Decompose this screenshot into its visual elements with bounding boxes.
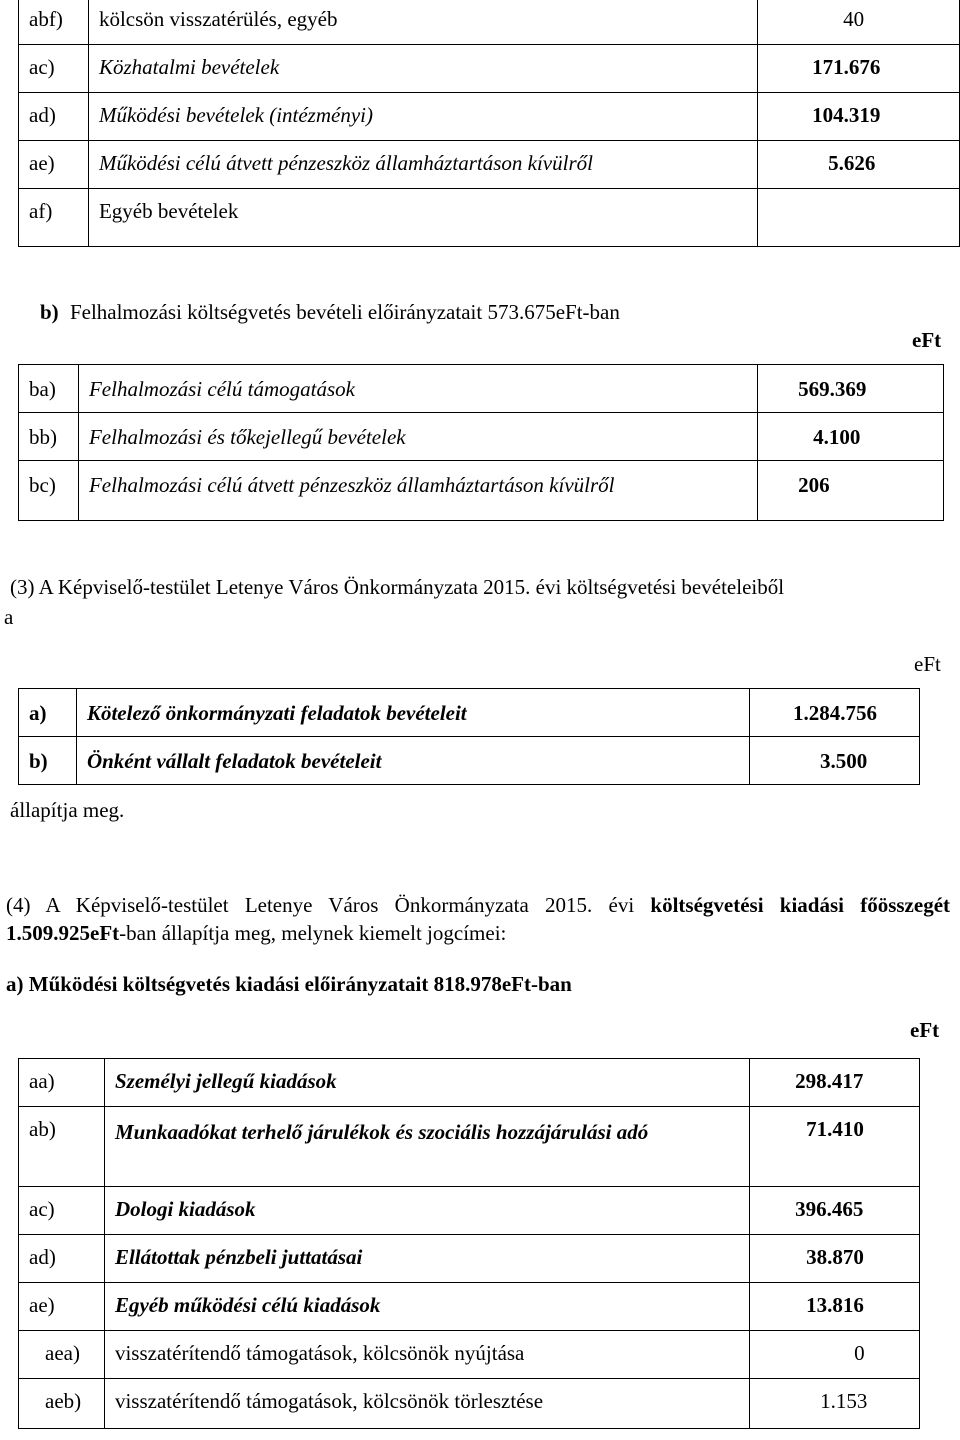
- table-row: [19, 365, 944, 413]
- row-value: 71.410: [750, 1107, 920, 1187]
- unit-label-2: eFt: [914, 652, 941, 676]
- row-label: visszatérítendő támogatások, kölcsönök törlesztése: [104, 1379, 749, 1429]
- row-code: af): [19, 189, 89, 247]
- paragraph-4-part-1: (4) A Képviselő-testület Letenye Város Önkormányzata 2015. évi: [6, 893, 651, 917]
- row-label: kölcsön visszatérülés, egyéb: [88, 0, 757, 45]
- row-code: ac): [19, 45, 89, 93]
- table-row: [19, 141, 960, 189]
- paragraph-4-part-3: -ban állapítja meg, melynek kiemelt jogcímei:: [119, 921, 507, 945]
- operating-expense-table: [18, 1058, 920, 1429]
- row-code: bb): [19, 413, 79, 461]
- row-label: Kötelező önkormányzati feladatok bevételeit: [76, 689, 749, 737]
- row-value: 38.870: [750, 1235, 920, 1283]
- unit-label-3: eFt: [910, 1018, 940, 1042]
- table-row: [19, 461, 944, 521]
- paragraph-4: [6, 891, 950, 947]
- table-row: [19, 93, 960, 141]
- row-label: Dologi kiadások: [104, 1187, 749, 1235]
- row-value: 298.417: [750, 1059, 920, 1107]
- table-row: [19, 1235, 920, 1283]
- table-row: [19, 1107, 920, 1187]
- row-label: Ellátottak pénzbeli juttatásai: [104, 1235, 749, 1283]
- capital-income-table: [18, 364, 944, 521]
- table-row: [19, 1379, 920, 1429]
- table-row: [19, 1187, 920, 1235]
- section-b-heading: [40, 298, 620, 326]
- row-code: ab): [19, 1107, 105, 1187]
- row-label: Felhalmozási és tőkejellegű bevételek: [78, 413, 757, 461]
- row-code: ad): [19, 93, 89, 141]
- row-code: ac): [19, 1187, 105, 1235]
- task-income-table: [18, 688, 920, 785]
- row-label: Működési célú átvett pénzeszköz államháztartáson kívülről: [88, 141, 757, 189]
- row-label: Működési bevételek (intézményi): [88, 93, 757, 141]
- row-value: 396.465: [750, 1187, 920, 1235]
- row-code: ba): [19, 365, 79, 413]
- table-row: [19, 737, 920, 785]
- row-code: b): [19, 737, 77, 785]
- row-value: 1.153: [750, 1379, 920, 1429]
- row-label: Felhalmozási célú átvett pénzeszköz államháztartáson kívülről: [78, 461, 757, 521]
- row-value: 1.284.756: [750, 689, 920, 737]
- row-value: 171.676: [758, 45, 960, 93]
- row-label: Közhatalmi bevételek: [88, 45, 757, 93]
- table-row: [19, 45, 960, 93]
- row-label: Egyéb működési célú kiadások: [104, 1283, 749, 1331]
- section-a-heading: a) Működési költségvetés kiadási előirányzatait 818.978eFt-ban: [6, 972, 572, 996]
- table-row: [19, 0, 960, 45]
- row-value: 206: [758, 461, 944, 521]
- row-code: a): [19, 689, 77, 737]
- income-table-1: [18, 0, 960, 247]
- row-value: 3.500: [750, 737, 920, 785]
- paragraph-3-line-1: (3) A Képviselő-testület Letenye Város Önkormányzata 2015. évi költségvetési bevételeiből: [10, 575, 785, 599]
- row-code: ae): [19, 141, 89, 189]
- row-code: abf): [19, 0, 89, 45]
- table-row: [19, 189, 960, 247]
- section-b-text: Felhalmozási költségvetés bevételi előirányzatait 573.675eFt-ban: [69, 300, 620, 324]
- table-row: [19, 1059, 920, 1107]
- row-value: 0: [750, 1331, 920, 1379]
- row-code: ae): [19, 1283, 105, 1331]
- row-value: 104.319: [758, 93, 960, 141]
- row-value: 5.626: [758, 141, 960, 189]
- row-code: bc): [19, 461, 79, 521]
- allapitja-text: állapítja meg.: [10, 798, 125, 822]
- row-code: aa): [19, 1059, 105, 1107]
- paragraph-3-line-2: a: [4, 605, 14, 629]
- row-label: Személyi jellegű kiadások: [104, 1059, 749, 1107]
- row-label: Önként vállalt feladatok bevételeit: [76, 737, 749, 785]
- row-value: 4.100: [758, 413, 944, 461]
- row-code: aeb): [19, 1379, 105, 1429]
- table-row: [19, 413, 944, 461]
- row-value: 40: [758, 0, 960, 45]
- table-row: [19, 1283, 920, 1331]
- row-code: aea): [19, 1331, 105, 1379]
- row-code: ad): [19, 1235, 105, 1283]
- table-row: [19, 689, 920, 737]
- paragraph-4-part-2: költségvetési kiadási főösszegét 1.509.925eFt: [6, 893, 951, 945]
- table-row: [19, 1331, 920, 1379]
- row-label: visszatérítendő támogatások, kölcsönök nyújtása: [104, 1331, 749, 1379]
- row-label: Munkaadókat terhelő járulékok és szociális hozzájárulási adó: [104, 1107, 749, 1187]
- row-value: [758, 189, 960, 247]
- row-value: 569.369: [758, 365, 944, 413]
- row-label: Egyéb bevételek: [88, 189, 757, 247]
- section-b-prefix: b): [40, 300, 59, 324]
- unit-label-1: eFt: [912, 328, 942, 352]
- row-label: Felhalmozási célú támogatások: [78, 365, 757, 413]
- row-value: 13.816: [750, 1283, 920, 1331]
